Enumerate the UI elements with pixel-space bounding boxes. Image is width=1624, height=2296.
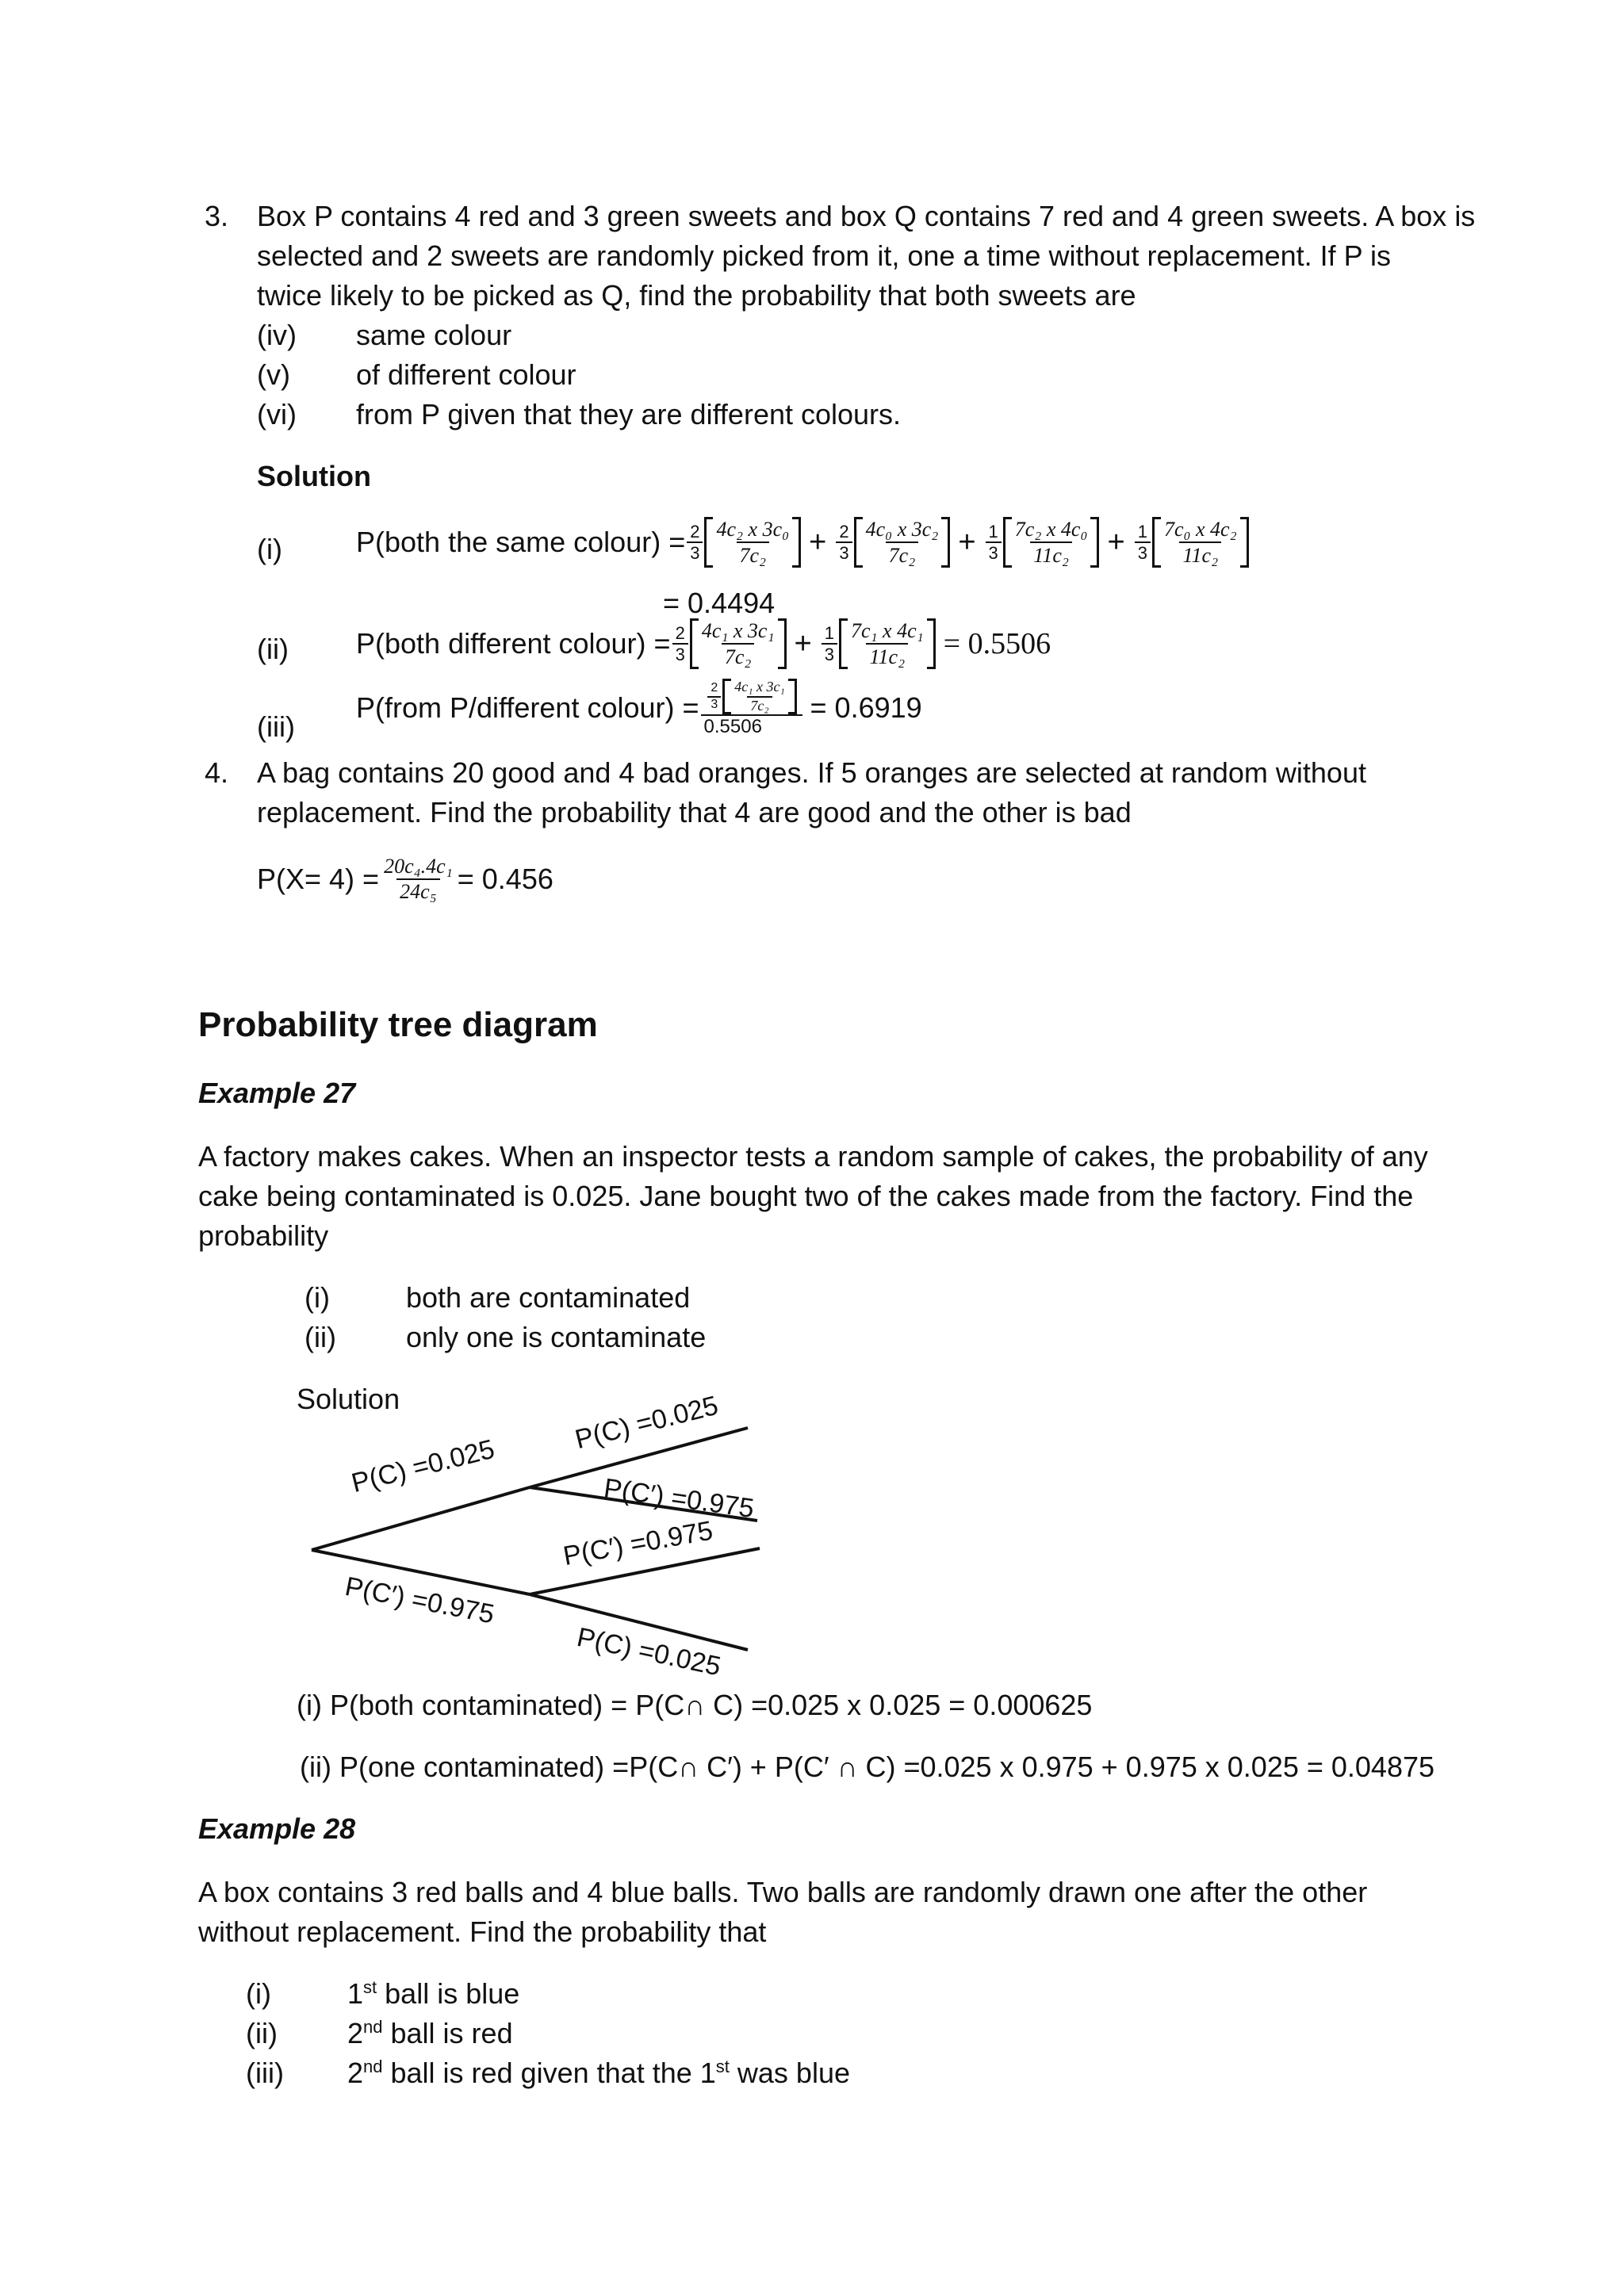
q4-px-label: P(X= 4) = <box>257 862 380 895</box>
ex28-item-label: (ii) <box>246 2017 278 2049</box>
plus-sign: + <box>794 626 812 660</box>
bracket-fraction: $\frac{\text{7c₂ x 4c₀}}{\text{11c₂}}$ <box>1003 517 1100 568</box>
ex27-item-label: (ii) <box>304 1321 336 1353</box>
ex27-line2: cake being contaminated is 0.025. Jane bought two of the cakes made from the factory. Find the <box>198 1180 1414 1212</box>
q4-number: 4. <box>205 756 229 789</box>
q3-solution-heading: Solution <box>257 460 371 492</box>
ex27-item-label: (i) <box>304 1281 330 1314</box>
sol-iii-label: (iii) <box>257 710 295 743</box>
q3-line3: twice likely to be picked as Q, find the probability that both sweets are <box>257 279 1136 312</box>
q4-line1: A bag contains 20 good and 4 bad oranges. If 5 oranges are selected at random without <box>257 756 1366 789</box>
ex27-answer-i: (i) P(both contaminated) = P(C∩ C) =0.025 x 0.025 = 0.000625 <box>297 1689 1093 1721</box>
tree-label-bottom-upper: P(C′) =0.975 <box>561 1515 715 1572</box>
q3-line1: Box P contains 4 red and 3 green sweets and box Q contains 7 red and 4 green sweets. A box is <box>257 200 1476 232</box>
ex28-line2: without replacement. Find the probability that <box>198 1915 767 1948</box>
plus-sign: + <box>1107 525 1125 559</box>
coef-fraction: $\frac{2}{3}$ <box>687 522 703 564</box>
sol-ii-result: = 0.5506 <box>943 626 1051 660</box>
sol-i-result: = 0.4494 <box>663 587 776 619</box>
tree-branch-root-upper <box>312 1487 530 1550</box>
sol-i-text: P(both the same colour) = <box>356 525 686 558</box>
ex27-line1: A factory makes cakes. When an inspector tests a random sample of cakes, the probability of any <box>198 1140 1428 1173</box>
q3-line2: selected and 2 sweets are randomly picked from it, one a time without replacement. If P is <box>257 239 1392 272</box>
tree-label-top-upper: P(C) =0.025 <box>572 1390 722 1456</box>
sol-ii-label: (ii) <box>257 633 289 665</box>
ex27-answer-ii: (ii) P(one contaminated) =P(C∩ C′) + P(C′ ∩ C) =0.025 x 0.975 + 0.975 x 0.025 = 0.04875 <box>300 1751 1435 1783</box>
q3-item-label: (v) <box>257 358 290 391</box>
coef-fraction: $\frac{2}{3}$ <box>672 623 688 665</box>
ex28-item-text: 2nd ball is red given that the 1st was blue <box>347 2057 850 2089</box>
sol-iii-result: = 0.6919 <box>810 691 922 725</box>
ex27-item-text: both are contaminated <box>406 1281 691 1314</box>
q3-item-text: same colour <box>356 319 512 351</box>
ex28-item-label: (i) <box>246 1977 271 2010</box>
ex28-item-text: 1st ball is blue <box>347 1977 520 2010</box>
bracket-fraction: $\frac{\text{4c₂ x 3c₀}}{\text{7c₂}}$ <box>704 517 801 568</box>
bracket-fraction: $\frac{\text{7c₀ x 4c₂}}{\text{11c₂}}$ <box>1152 517 1249 568</box>
q3-item-label: (iv) <box>257 319 297 351</box>
coef-fraction: $\frac{1}{3}$ <box>822 623 837 665</box>
ex28-item-text: 2nd ball is red <box>347 2017 513 2049</box>
coef-fraction: $\frac{1}{3}$ <box>986 522 1002 564</box>
bracket-fraction: $\frac{\text{4c₀ x 3c₂}}{\text{7c₂}}$ <box>854 517 951 568</box>
tree-label-top-lower: P(C′) =0.975 <box>602 1472 756 1525</box>
plus-sign: + <box>809 525 827 559</box>
plus-sign: + <box>958 525 976 559</box>
tree-label-root-lower: P(C′) =0.975 <box>342 1571 497 1630</box>
q3-item-label: (vi) <box>257 398 297 430</box>
bracket-fraction: $\frac{\text{4c₁ x 3c₁}}{\text{7c₂}}$ <box>722 679 796 714</box>
q4-fraction: $\frac{\text{20c₄.4c₁}}{\text{24c₅}}$ <box>384 855 453 903</box>
sol-iii-text: P(from P/different colour) = <box>356 691 699 725</box>
q3-number: 3. <box>205 200 229 232</box>
big-fraction-denominator: 0.5506 <box>701 714 802 738</box>
coef-fraction: $\frac{2}{3}$ <box>707 681 721 712</box>
ex28-title: Example 28 <box>198 1812 356 1845</box>
q4-line2: replacement. Find the probability that 4 are good and the other is bad <box>257 796 1132 828</box>
sol-i-label: (i) <box>257 533 282 565</box>
ex27-line3: probability <box>198 1219 329 1252</box>
q3-item-text: from P given that they are different colours. <box>356 398 902 430</box>
ex28-item-label: (iii) <box>246 2057 284 2089</box>
section-title: Probability tree diagram <box>198 1005 598 1044</box>
bracket-fraction: $\frac{\text{7c₁ x 4c₁}}{\text{11c₂}}$ <box>839 618 936 669</box>
ex27-item-text: only one is contaminate <box>406 1321 707 1353</box>
tree-label-bottom-lower: P(C) =0.025 <box>574 1621 724 1682</box>
tree-label-root-upper: P(C) =0.025 <box>348 1433 498 1499</box>
bracket-fraction: $\frac{\text{4c₁ x 3c₁}}{\text{7c₂}}$ <box>690 618 787 669</box>
ex28-line1: A box contains 3 red balls and 4 blue balls. Two balls are randomly drawn one after the other <box>198 1876 1368 1908</box>
coef-fraction: $\frac{2}{3}$ <box>836 522 852 564</box>
sol-ii-text: P(both different colour) = <box>356 626 671 660</box>
ex27-title: Example 27 <box>198 1077 356 1109</box>
q4-result: = 0.456 <box>457 862 553 895</box>
ex27-solution-heading: Solution <box>297 1383 400 1415</box>
q3-item-text: of different colour <box>356 358 576 391</box>
coef-fraction: $\frac{1}{3}$ <box>1135 522 1151 564</box>
